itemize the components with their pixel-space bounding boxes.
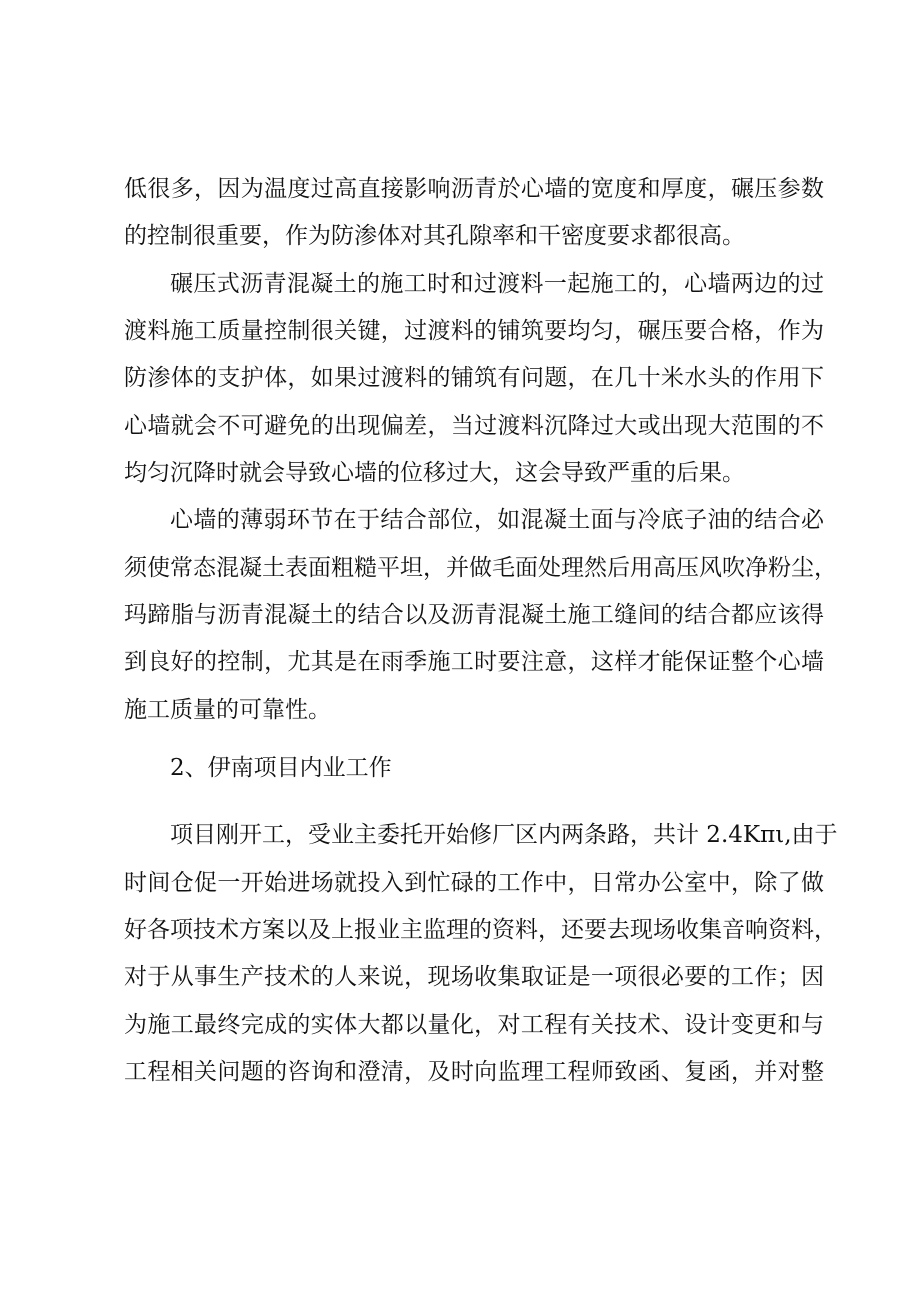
paragraph-line: 均匀沉降时就会导致心墙的位移过大，这会导致严重的后果。 <box>124 460 745 486</box>
paragraph-line: 时间仓促一开始进场就投入到忙碌的工作中，日常办公室中，除了做 <box>124 870 824 896</box>
paragraph-line: 的控制很重要，作为防渗体对其孔隙率和干密度要求都很高。 <box>124 223 745 249</box>
paragraph-line: 渡料施工质量控制很关键，过渡料的铺筑要均匀，碾压要合格，作为 <box>124 318 824 344</box>
paragraph-line: 防渗体的支护体，如果过渡料的铺筑有问题，在几十米水头的作用下 <box>124 365 824 391</box>
paragraph-line: 对于从事生产技术的人来说，现场收集取证是一项很必要的工作；因 <box>124 964 824 990</box>
paragraph-line: 工程相关问题的咨询和澄清，及时向监理工程师致函、复函，并对整 <box>124 1059 824 1085</box>
paragraph-line: 须使常态混凝土表面粗糙平坦，并做毛面处理然后用高压风吹净粉尘， <box>124 555 837 581</box>
paragraph-line: 到良好的控制，尤其是在雨季施工时要注意，这样才能保证整个心墙 <box>124 649 824 675</box>
paragraph-line: 好各项技术方案以及上报业主监理的资料，还要去现场收集音响资料， <box>124 917 837 943</box>
paragraph-line: 心墙的薄弱环节在于结合部位，如混凝土面与冷底子油的结合必 <box>170 507 824 533</box>
paragraph-line: 玛蹄脂与沥青混凝土的结合以及沥青混凝土施工缝间的结合都应该得 <box>124 602 824 628</box>
paragraph-line: 心墙就会不可避免的出现偏差，当过渡料沉降过大或出现大范围的不 <box>124 413 824 439</box>
section-heading: 2、伊南项目内业工作 <box>170 755 392 781</box>
paragraph-line: 碾压式沥青混凝土的施工时和过渡料一起施工的，心墙两边的过 <box>170 271 824 297</box>
paragraph-line: 施工质量的可靠性。 <box>124 697 331 723</box>
paragraph-line: 项目刚开工，受业主委托开始修厂区内两条路，共计 2.4Kπι,由于 <box>170 822 838 848</box>
paragraph-line: 为施工最终完成的实体大都以量化，对工程有关技术、设计变更和与 <box>124 1012 824 1038</box>
paragraph-line: 低很多，因为温度过高直接影响沥青於心墙的宽度和厚度，碾压参数 <box>124 176 824 202</box>
